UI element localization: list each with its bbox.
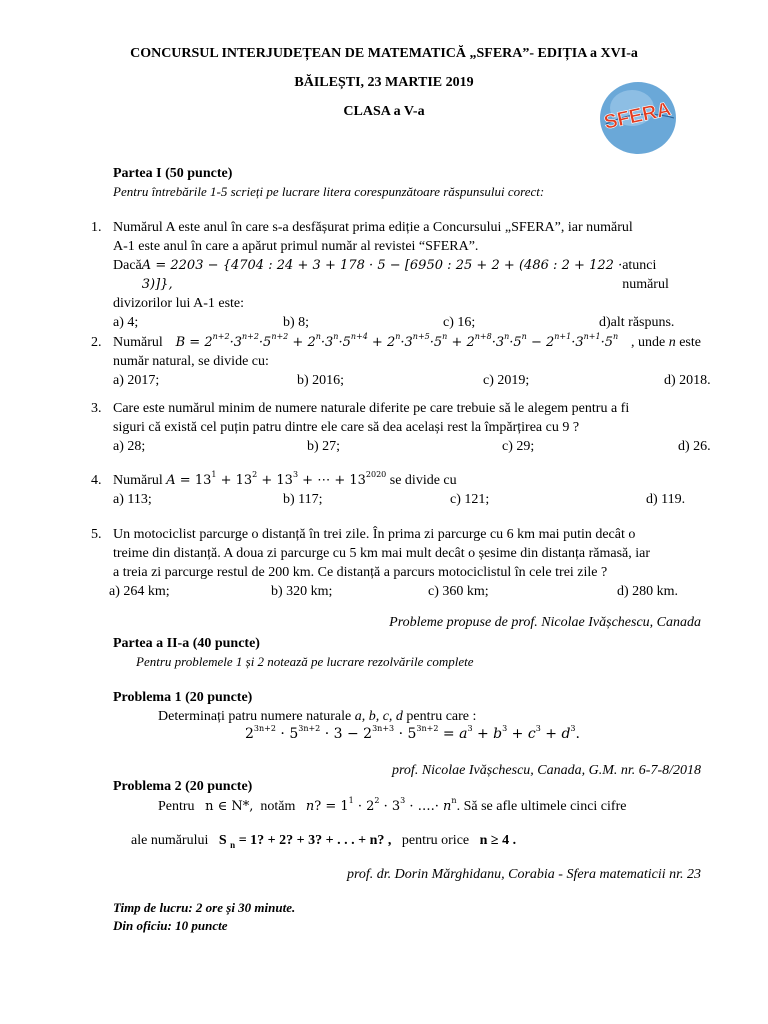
part1-credit: Probleme propuse de prof. Nicolae Ivășchescu, Canada	[389, 615, 701, 630]
question-text: , unde	[631, 335, 666, 350]
option-a: a) 2017;	[113, 373, 160, 388]
option-d: d) 26.	[678, 439, 711, 454]
question-1	[91, 218, 701, 332]
problem1-credit: prof. Nicolae Ivășchescu, Canada, G.M. nr. 6-7-8/2018	[392, 763, 701, 778]
answer-options	[113, 490, 701, 509]
question-text: atunci numărul	[622, 258, 669, 292]
time-limit: Timp de lucru: 2 ore și 30 minute.	[113, 900, 296, 915]
option-a: a) 264 km;	[109, 584, 170, 599]
question-number: 3.	[91, 401, 102, 416]
question-text: este	[679, 335, 701, 350]
part2-title: Partea a II-a (40 puncte)	[113, 636, 260, 651]
question-number: 2.	[91, 335, 102, 350]
part2-instructions: Pentru problemele 1 și 2 notează pe lucrare rezolvările complete	[136, 654, 474, 669]
question-2	[91, 332, 711, 390]
contest-place-date: BĂILEȘTI, 23 MARTIE 2019	[294, 75, 474, 90]
option-b: b) 320 km;	[271, 584, 333, 599]
problem-text: Determinați patru numere naturale	[158, 709, 352, 724]
problem2-statement	[158, 796, 627, 815]
question-4	[91, 471, 701, 509]
option-b: b) 27;	[307, 439, 341, 454]
question-5	[91, 525, 701, 601]
answer-options	[113, 371, 711, 390]
contest-title: CONCURSUL INTERJUDEȚEAN DE MATEMATICĂ „SFERA”- EDIȚIA a XVI-a	[130, 46, 638, 61]
option-c: c) 29;	[502, 439, 535, 454]
question-text: Care este numărul minim de numere naturale diferite pe care trebuie să le alegem pentru a fi	[113, 401, 630, 416]
problem2-sum-line	[131, 833, 516, 849]
answer-options	[109, 582, 701, 601]
formula: $A = 13^1 + 13^2 + 13^3$ + ⋯ + $13^{2020}$	[166, 470, 387, 488]
condition: n ≥ 4 .	[479, 833, 517, 848]
variable: n	[668, 335, 676, 350]
question-number: 4.	[91, 473, 102, 488]
question-text: Numărul	[113, 473, 163, 488]
problem-text: notăm	[260, 799, 296, 814]
question-text: siguri că există cel puțin patru dintre ele care să dea același rest la împărțirea cu 9 ?	[113, 420, 580, 435]
variables: a, b, c, d	[354, 709, 403, 724]
question-text: Dacă	[113, 258, 142, 273]
question-text: Un motociclist parcurge o distanță în trei zile. În prima zi parcurge cu 6 km mai putin decât o	[113, 527, 636, 542]
problem1-equation: $2^{3n+2} \cdot 5^{3n+2} \cdot 3 - 2^{3n+3} \cdot 5^{3n+2} = a^3 + b^3 + c^3 + d^3$.	[245, 724, 580, 742]
bonus-points: Din oficiu: 10 puncte	[113, 918, 228, 933]
answer-options	[113, 313, 701, 332]
question-number: 1.	[91, 220, 102, 235]
answer-options	[113, 437, 711, 456]
problem-text: pentru care :	[406, 709, 477, 724]
question-text: treime din distanță. A doua zi parcurge cu 5 km mai mult decât o șesime din distanța rămasă, iar	[113, 546, 651, 561]
logo-text: SFERA	[602, 98, 674, 134]
option-d: d)alt răspuns.	[599, 315, 675, 330]
sum-expression: = 1? + 2? + 3? + . . . + n? ,	[235, 833, 392, 848]
option-c: c) 360 km;	[428, 584, 489, 599]
question-text: se divide cu	[389, 473, 457, 488]
question-text: Numărul A este anul în care s-a desfășurat prima ediție a Concursului „SFERA”, iar numărul	[113, 220, 633, 235]
question-3	[91, 399, 711, 456]
option-c: c) 121;	[450, 492, 490, 507]
problem-text: pentru orice	[401, 833, 470, 848]
option-d: d) 2018.	[664, 373, 711, 388]
problem2-credit: prof. dr. Dorin Mărghidanu, Corabia - Sfera matematicii nr. 23	[346, 867, 701, 882]
option-b: b) 117;	[283, 492, 323, 507]
formula: $B = 2^{n+2}\cdot 3^{n+2}\cdot 5^{n+2} + 2^n\cdot 3^n\cdot 5^{n+4} + 2^n\cdot 3^{n+5}\cdot 5^n + 2^{n+8}\cdot 3^n\cdot 5^n - 2^{n+1}\cdot 3^{n+1}\cdot 5^n$	[175, 332, 619, 350]
question-text: divizorilor lui A-1 este:	[113, 296, 245, 311]
option-c: c) 2019;	[483, 373, 530, 388]
problem-text: ale numărului	[131, 833, 209, 848]
option-d: d) 119.	[646, 492, 686, 507]
option-a: a) 4;	[113, 315, 139, 330]
problem1-title: Problema 1 (20 puncte)	[113, 690, 253, 705]
sfera-logo	[592, 78, 684, 156]
problem-text: Pentru	[158, 799, 195, 814]
definition: n? = $1^1 \cdot 2^2 \cdot 3^3$ · ….· $n^n$	[305, 796, 457, 814]
sum-index: n	[230, 839, 236, 850]
part1-instructions: Pentru întrebările 1-5 scrieți pe lucrare litera corespunzătoare răspunsului corect:	[113, 184, 545, 199]
problem-text: . Să se afle ultimele cinci cifre	[456, 799, 627, 814]
question-text: număr natural, se divide cu:	[113, 354, 269, 369]
part1-title: Partea I (50 puncte)	[113, 166, 233, 181]
question-text: a treia zi parcurge restul de 200 km. Ce distanță a parcurs motociclistul în cele trei zile ?	[113, 565, 608, 580]
question-text: Numărul	[113, 335, 163, 350]
option-b: b) 8;	[283, 315, 310, 330]
formula: A = 2203 − {4704 : 24 + 3 + 178 · 5 − [6950 : 25 + 2 + (486 : 2 + 122 · 3)]},	[141, 258, 623, 292]
option-d: d) 280 km.	[617, 584, 679, 599]
condition: n ∈ N*,	[205, 799, 254, 814]
grade-label: CLASA a V-a	[343, 104, 425, 119]
option-a: a) 113;	[113, 492, 152, 507]
question-number: 5.	[91, 527, 102, 542]
problem1-statement	[158, 709, 476, 725]
option-a: a) 28;	[113, 439, 146, 454]
option-c: c) 16;	[443, 315, 476, 330]
question-text: A-1 este anul în care a apărut primul număr al revistei “SFERA”.	[113, 239, 479, 254]
problem2-title: Problema 2 (20 puncte)	[113, 779, 253, 794]
sum-symbol: S	[218, 833, 227, 848]
option-b: b) 2016;	[297, 373, 345, 388]
